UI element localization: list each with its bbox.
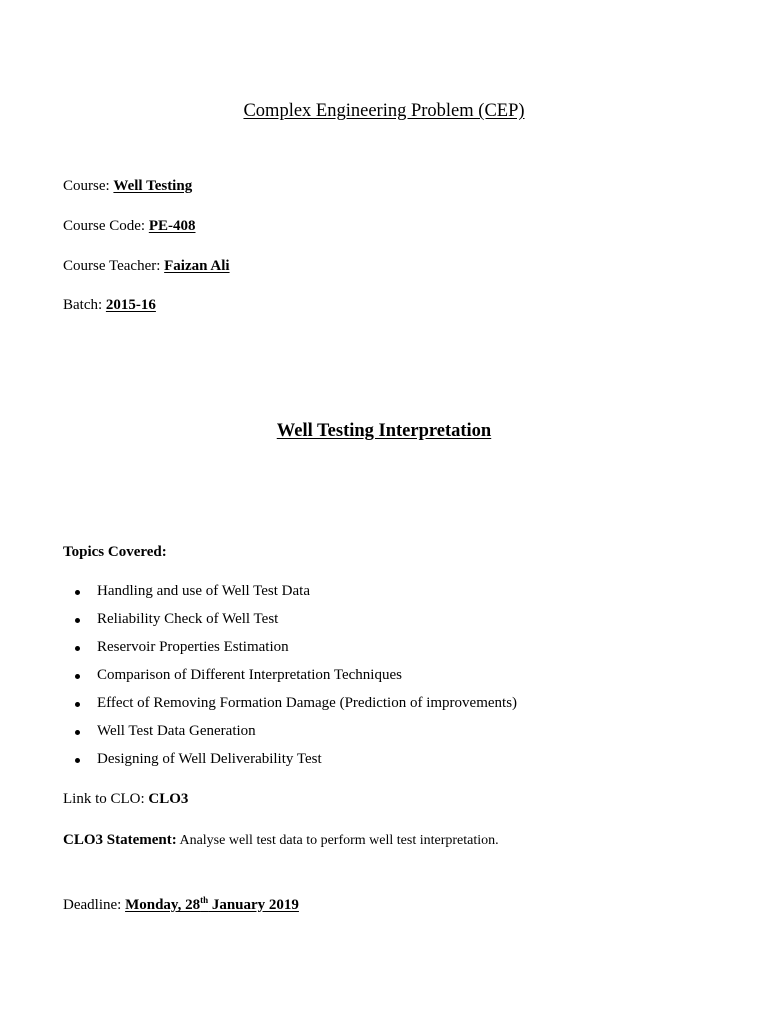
- clo-link: [63, 791, 188, 808]
- course-code-value: PE-408: [148, 218, 196, 234]
- deadline-day: Monday, 28: [125, 897, 201, 913]
- list-item: [0, 611, 517, 639]
- topic-text: Effect of Removing Formation Damage (Prediction of improvements): [97, 695, 518, 711]
- deadline-rest: January 2019: [208, 897, 299, 913]
- bullet-icon: [75, 590, 80, 595]
- page-title: Complex Engineering Problem (CEP): [243, 101, 525, 121]
- section-title: Well Testing Interpretation: [276, 421, 492, 441]
- course-value: Well Testing: [113, 178, 193, 194]
- topic-text: Reliability Check of Well Test: [97, 611, 279, 627]
- deadline-suffix: th: [200, 895, 209, 905]
- list-item: [0, 751, 517, 779]
- topics-list: [0, 583, 517, 779]
- deadline-value: [125, 897, 299, 913]
- course-teacher-field: [63, 258, 230, 275]
- clo-statement-text: Analyse well test data to perform well test interpretation.: [176, 833, 499, 848]
- list-item: [0, 583, 517, 611]
- topic-text: Designing of Well Deliverability Test: [97, 751, 322, 767]
- list-item: [0, 723, 517, 751]
- course-code-label: Course Code:: [63, 218, 149, 234]
- topic-text: Handling and use of Well Test Data: [97, 583, 310, 599]
- clo-link-label: Link to CLO:: [63, 791, 149, 807]
- course-label: Course:: [63, 178, 114, 194]
- course-field: [63, 178, 192, 195]
- bullet-icon: [75, 758, 80, 763]
- bullet-icon: [75, 618, 80, 623]
- topic-text: Reservoir Properties Estimation: [97, 639, 289, 655]
- clo-statement: [63, 832, 499, 849]
- topic-text: Well Test Data Generation: [97, 723, 256, 739]
- batch-value: 2015-16: [105, 297, 156, 313]
- list-item: [0, 639, 517, 667]
- list-item: [0, 667, 517, 695]
- course-teacher-value: Faizan Ali: [164, 258, 230, 274]
- clo-statement-label: CLO3 Statement:: [63, 832, 177, 848]
- bullet-icon: [75, 674, 80, 679]
- bullet-icon: [75, 730, 80, 735]
- deadline-label: Deadline:: [63, 897, 126, 913]
- course-code-field: [63, 218, 196, 235]
- topics-heading: Topics Covered:: [63, 544, 167, 560]
- clo-link-value: CLO3: [148, 791, 189, 807]
- topic-text: Comparison of Different Interpretation Techniques: [97, 667, 402, 683]
- list-item: [0, 695, 517, 723]
- bullet-icon: [75, 646, 80, 651]
- course-teacher-label: Course Teacher:: [63, 258, 165, 274]
- batch-field: [63, 297, 156, 314]
- deadline: [63, 897, 299, 914]
- bullet-icon: [75, 702, 80, 707]
- batch-label: Batch:: [63, 297, 106, 313]
